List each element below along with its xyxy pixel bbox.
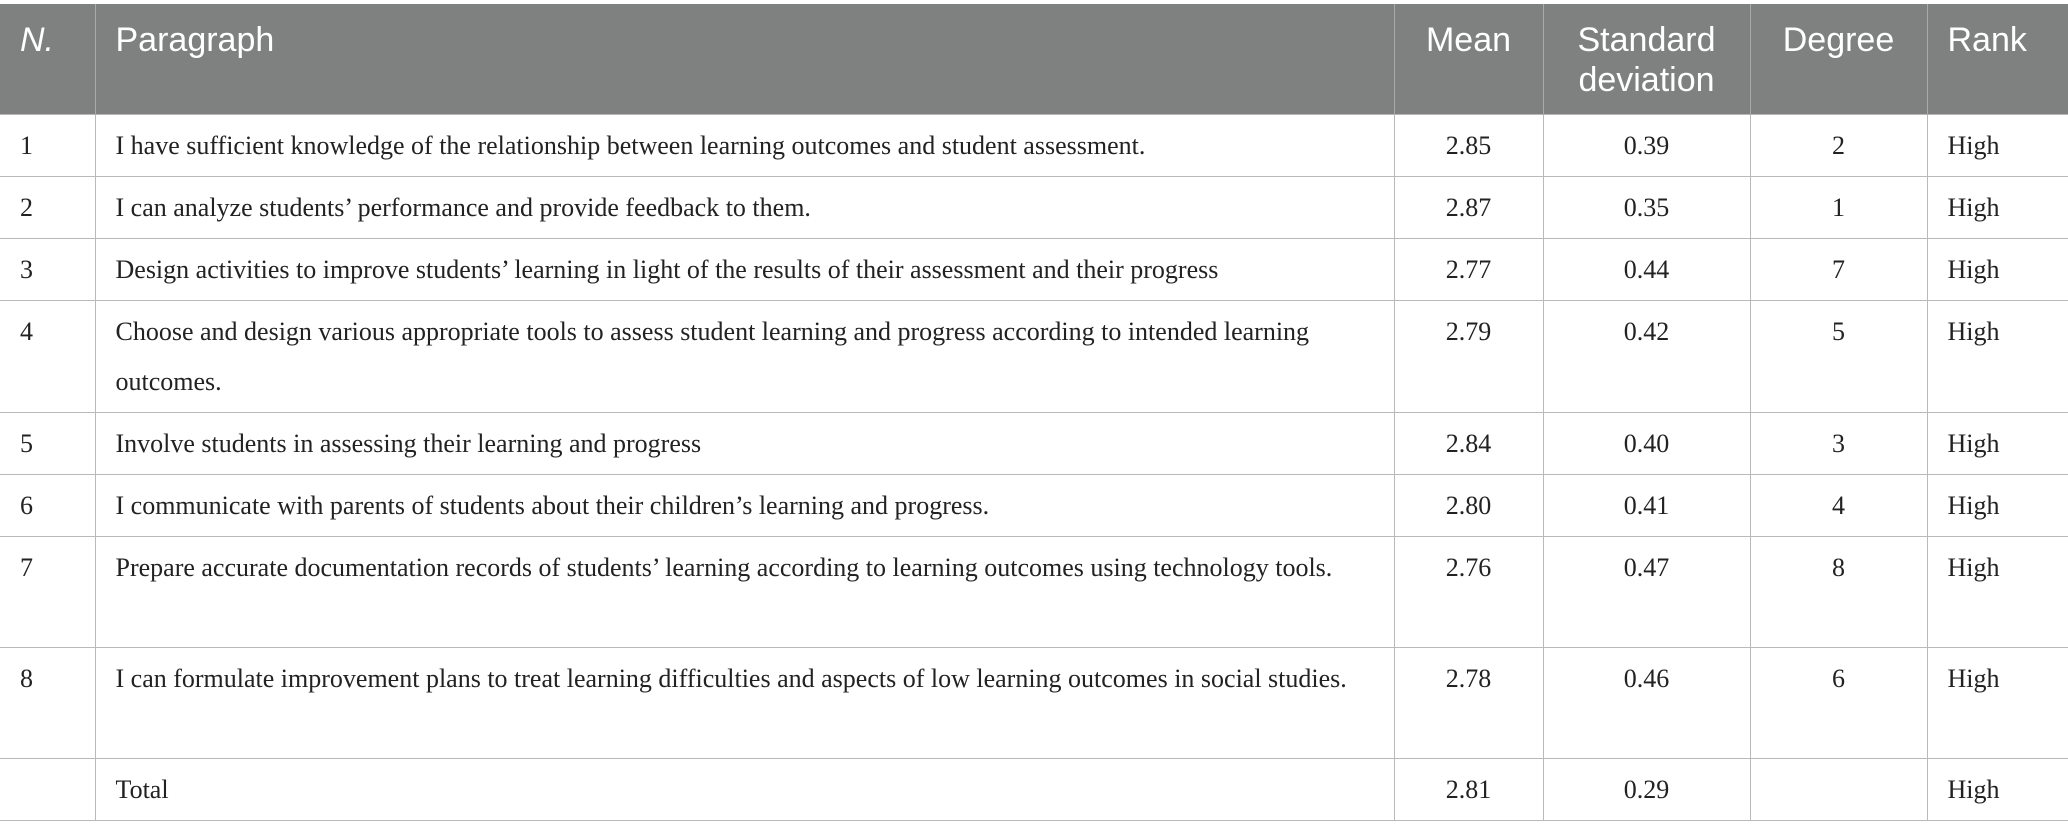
- cell-n: 5: [0, 412, 95, 474]
- cell-rank: High: [1927, 238, 2068, 300]
- cell-rank: High: [1927, 176, 2068, 238]
- cell-paragraph: Involve students in assessing their learning and progress: [95, 412, 1394, 474]
- cell-paragraph: I can analyze students’ performance and provide feedback to them.: [95, 176, 1394, 238]
- cell-n: 1: [0, 114, 95, 176]
- cell-mean: 2.79: [1394, 300, 1543, 412]
- table-row: [0, 647, 2068, 758]
- cell-paragraph: I can formulate improvement plans to treat learning difficulties and aspects of low learning outcomes in social studies.: [95, 647, 1394, 758]
- cell-n: 2: [0, 176, 95, 238]
- cell-n: 7: [0, 536, 95, 647]
- cell-sd: 0.42: [1543, 300, 1750, 412]
- cell-mean: 2.78: [1394, 647, 1543, 758]
- cell-degree: 7: [1750, 238, 1927, 300]
- cell-sd: 0.35: [1543, 176, 1750, 238]
- header-paragraph: Paragraph: [95, 4, 1394, 114]
- header-n: N.: [20, 21, 54, 59]
- header-mean: Mean: [1394, 4, 1543, 114]
- table-row: [0, 300, 2068, 412]
- cell-n: 8: [0, 647, 95, 758]
- cell-paragraph: I communicate with parents of students about their children’s learning and progress.: [95, 474, 1394, 536]
- cell-degree: [1750, 758, 1927, 820]
- cell-mean: 2.84: [1394, 412, 1543, 474]
- table-row: [0, 176, 2068, 238]
- header-standard-deviation: Standard deviation: [1543, 4, 1750, 114]
- cell-sd: 0.41: [1543, 474, 1750, 536]
- cell-rank: High: [1927, 758, 2068, 820]
- cell-degree: 6: [1750, 647, 1927, 758]
- cell-paragraph: Choose and design various appropriate tools to assess student learning and progress according to intended learning outcomes.: [95, 300, 1394, 412]
- results-table-container: [0, 4, 2068, 821]
- cell-paragraph: Total: [95, 758, 1394, 820]
- cell-sd: 0.47: [1543, 536, 1750, 647]
- table-header: [0, 4, 2068, 114]
- table-row-total: [0, 758, 2068, 820]
- header-rank: Rank: [1927, 4, 2068, 114]
- cell-n: 6: [0, 474, 95, 536]
- cell-paragraph: I have sufficient knowledge of the relationship between learning outcomes and student assessment.: [95, 114, 1394, 176]
- table-row: [0, 474, 2068, 536]
- cell-mean: 2.87: [1394, 176, 1543, 238]
- cell-rank: High: [1927, 536, 2068, 647]
- cell-n: 3: [0, 238, 95, 300]
- cell-mean: 2.77: [1394, 238, 1543, 300]
- cell-n: [0, 758, 95, 820]
- cell-paragraph: Design activities to improve students’ learning in light of the results of their assessment and their progress: [95, 238, 1394, 300]
- cell-mean: 2.80: [1394, 474, 1543, 536]
- cell-rank: High: [1927, 300, 2068, 412]
- cell-sd: 0.46: [1543, 647, 1750, 758]
- cell-degree: 4: [1750, 474, 1927, 536]
- table-row: [0, 238, 2068, 300]
- table-body: [0, 114, 2068, 820]
- cell-mean: 2.76: [1394, 536, 1543, 647]
- table-row: [0, 114, 2068, 176]
- cell-paragraph: Prepare accurate documentation records of students’ learning according to learning outcomes using technology tools.: [95, 536, 1394, 647]
- cell-sd: 0.29: [1543, 758, 1750, 820]
- cell-n: 4: [0, 300, 95, 412]
- results-table: [0, 4, 2068, 821]
- cell-mean: 2.81: [1394, 758, 1543, 820]
- cell-mean: 2.85: [1394, 114, 1543, 176]
- table-row: [0, 536, 2068, 647]
- cell-degree: 5: [1750, 300, 1927, 412]
- cell-rank: High: [1927, 412, 2068, 474]
- cell-degree: 2: [1750, 114, 1927, 176]
- table-row: [0, 412, 2068, 474]
- cell-sd: 0.44: [1543, 238, 1750, 300]
- cell-rank: High: [1927, 114, 2068, 176]
- cell-rank: High: [1927, 647, 2068, 758]
- header-row: [0, 4, 2068, 114]
- cell-sd: 0.39: [1543, 114, 1750, 176]
- cell-sd: 0.40: [1543, 412, 1750, 474]
- cell-degree: 3: [1750, 412, 1927, 474]
- cell-rank: High: [1927, 474, 2068, 536]
- cell-degree: 1: [1750, 176, 1927, 238]
- cell-degree: 8: [1750, 536, 1927, 647]
- header-degree: Degree: [1750, 4, 1927, 114]
